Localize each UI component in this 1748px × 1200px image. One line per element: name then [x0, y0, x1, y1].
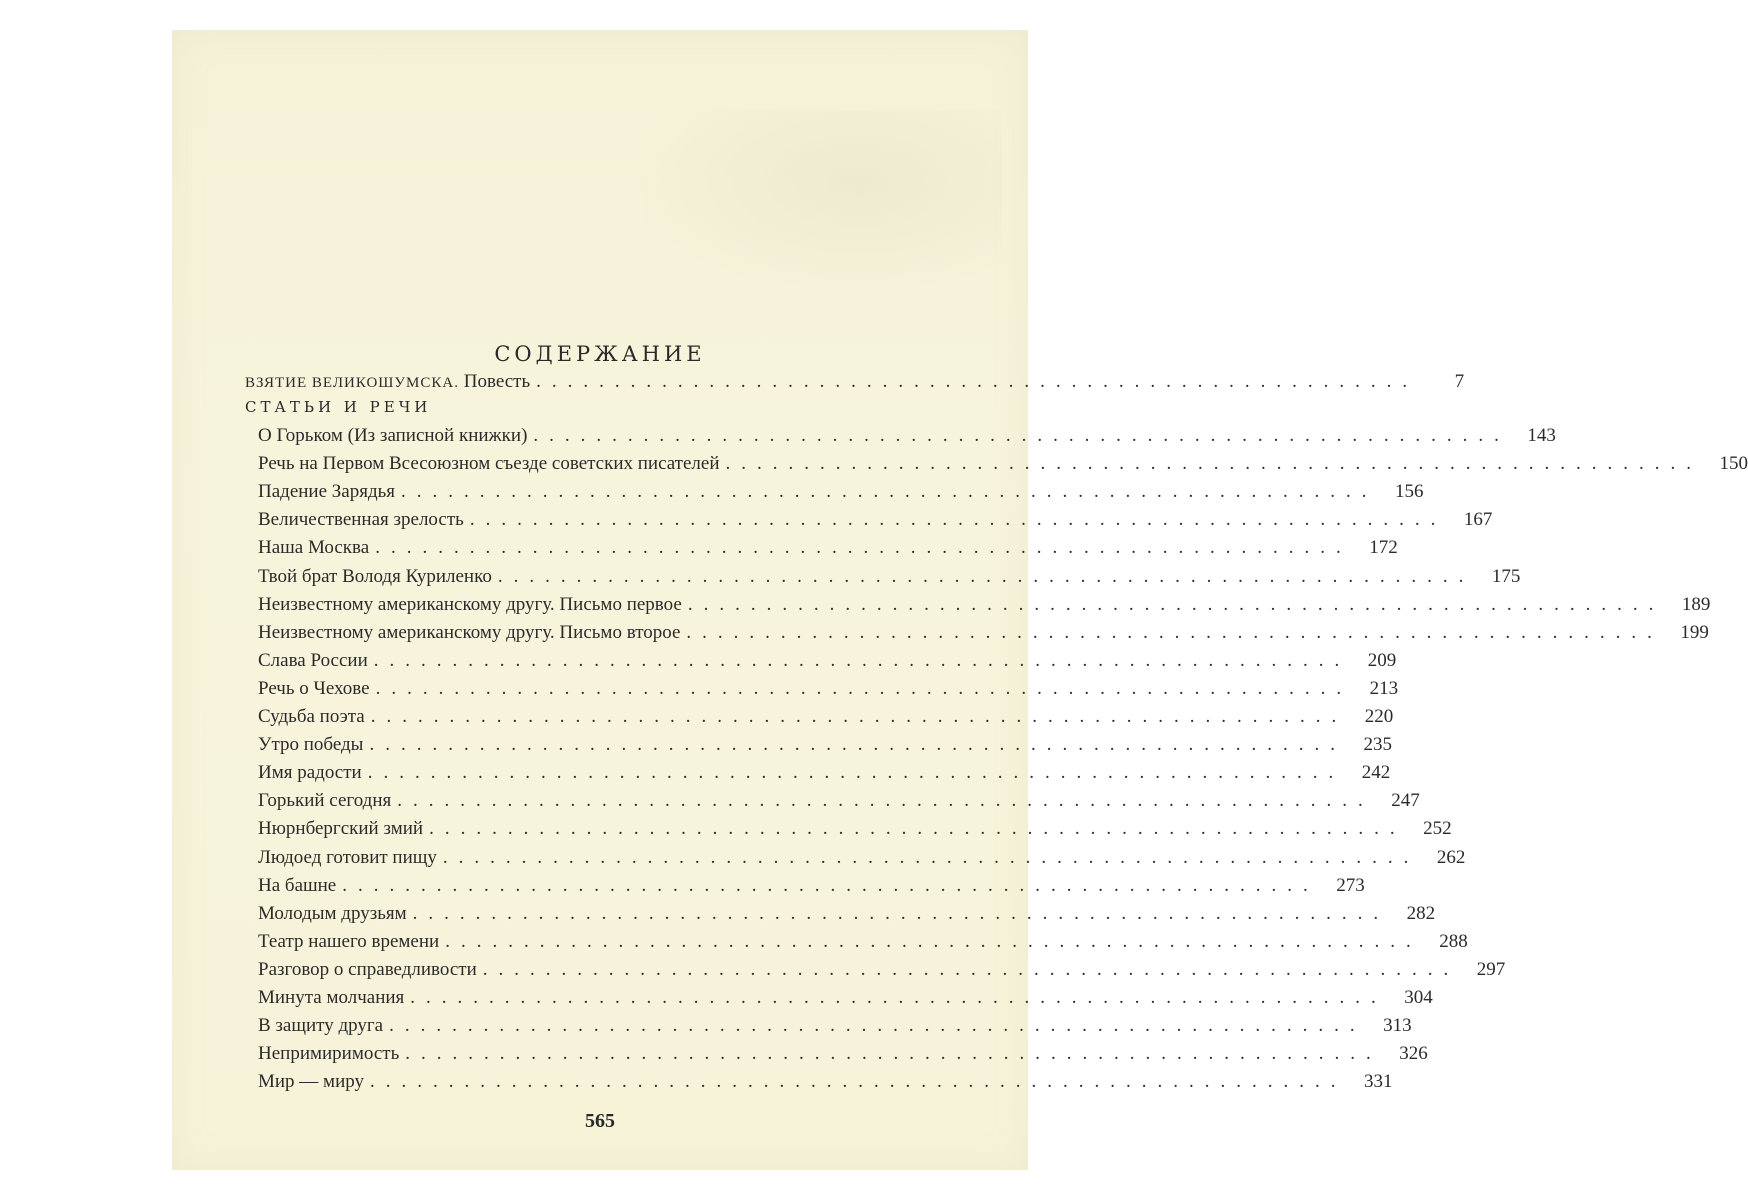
- toc-entry-title: Мир — миру: [258, 1071, 365, 1093]
- show-through-bleed: [642, 110, 1002, 290]
- leader-dots: ..............................................................: [686, 621, 1663, 643]
- leader-dots: ..............................................................: [482, 958, 1460, 980]
- toc-page-number: 288: [1439, 930, 1468, 952]
- leader-dots: ..............................................................: [369, 734, 1346, 756]
- toc-entry-title: В защиту друга: [258, 1015, 384, 1037]
- leader-dots: ..............................................................: [367, 762, 1345, 784]
- toc-entry-title: О Горьком (Из записной книжки): [258, 425, 528, 446]
- toc-entry-title: Нюрнбергский змий: [258, 818, 424, 840]
- leader-dots: ..............................................................: [375, 677, 1353, 699]
- toc-entry-title: На башне: [258, 874, 337, 896]
- leader-dots: ..............................................................: [725, 453, 1703, 475]
- toc-entry: [258, 506, 1493, 534]
- toc-entry: [258, 900, 1436, 928]
- leader-dots: ..............................................................: [442, 846, 1420, 868]
- toc-page-number: 213: [1369, 677, 1399, 699]
- toc-entry: [258, 984, 1433, 1012]
- toc-page-number: 262: [1436, 846, 1466, 868]
- toc-page-number: 209: [1367, 649, 1397, 671]
- toc-entry-title: Судьба поэта: [258, 706, 365, 727]
- leader-dots: ..............................................................: [469, 509, 1447, 531]
- toc-entry: [258, 844, 1466, 872]
- toc-entry-title: Неизвестному американскому другу. Письмо второе: [258, 621, 681, 643]
- toc-entry-title-rest: Повесть: [463, 371, 531, 392]
- toc-entry: [258, 956, 1506, 984]
- toc-entry: [258, 478, 1424, 506]
- toc-page-number: 282: [1406, 902, 1436, 924]
- toc-entry-title-caps: ВЗЯТИЕ ВЕЛИКОШУМСКА.: [245, 375, 459, 391]
- toc-entry: [258, 534, 1398, 562]
- toc-page-number: 150: [1719, 453, 1748, 475]
- leader-dots: ..............................................................: [412, 902, 1390, 924]
- toc-page-number: 143: [1527, 425, 1556, 446]
- leader-dots: ..............................................................: [370, 706, 1348, 727]
- toc-entry-title: Слава России: [258, 649, 368, 671]
- toc-entry-title: Твой брат Володя Куриленко: [258, 565, 492, 587]
- toc-page-number: 156: [1395, 481, 1424, 503]
- leader-dots: ..............................................................: [375, 537, 1352, 559]
- toc-entry-title: Речь о Чехове: [258, 677, 370, 699]
- leader-dots: ..............................................................: [410, 987, 1387, 1008]
- leader-dots: ..............................................................: [533, 425, 1510, 446]
- toc-entry: [258, 1068, 1393, 1096]
- toc-entry: [258, 450, 1748, 478]
- toc-entry: [258, 815, 1452, 843]
- toc-entry: [258, 703, 1394, 731]
- toc-entry-title: Разговор о справедливости: [258, 958, 477, 980]
- section-label: СТАТЬИ И РЕЧИ: [245, 398, 432, 416]
- page-title: СОДЕРЖАНИЕ: [494, 342, 706, 366]
- toc-entry-title: Падение Зарядья: [258, 481, 396, 503]
- toc-page-number: 220: [1364, 706, 1394, 727]
- toc-page-number: 331: [1364, 1071, 1393, 1093]
- toc-entry-title: Утро победы: [258, 734, 364, 756]
- toc-entry: [258, 1040, 1428, 1068]
- page-number: 565: [585, 1110, 615, 1132]
- leader-dots: ..............................................................: [373, 649, 1351, 671]
- toc-entry-title: Непримиримость: [258, 1043, 400, 1065]
- toc-entry: [258, 619, 1709, 647]
- leader-dots: ..............................................................: [405, 1043, 1382, 1065]
- leader-dots: ........................................................: [536, 371, 1419, 392]
- toc-entry: [258, 422, 1556, 450]
- toc-entry-first: [245, 368, 1465, 396]
- toc-entry: [258, 1012, 1412, 1040]
- toc-page-number: 242: [1361, 762, 1391, 784]
- toc-page-number: 252: [1423, 818, 1452, 840]
- leader-dots: ..............................................................: [429, 818, 1406, 840]
- toc-page-number: 7: [1454, 371, 1465, 392]
- toc-page-number: 304: [1404, 987, 1433, 1008]
- toc-page-number: 297: [1476, 958, 1506, 980]
- toc-entry: [258, 759, 1391, 787]
- toc-entry: [258, 872, 1365, 900]
- toc-entry-title: Величественная зрелость: [258, 509, 464, 531]
- toc-entry-title: Минута молчания: [258, 987, 405, 1008]
- toc-entry: [258, 731, 1392, 759]
- toc-page-number: 167: [1463, 509, 1493, 531]
- toc-page-number: 273: [1336, 874, 1365, 896]
- leader-dots: ..............................................................: [401, 481, 1378, 503]
- toc-entry: [258, 787, 1420, 815]
- toc-entry-title: Неизвестному американскому другу. Письмо первое: [258, 593, 682, 615]
- leader-dots: ..............................................................: [397, 790, 1374, 812]
- toc-entry: [258, 675, 1399, 703]
- toc-page-number: 189: [1681, 593, 1711, 615]
- toc-entry: [258, 591, 1711, 619]
- toc-page-number: 235: [1363, 734, 1392, 756]
- leader-dots: ..............................................................: [342, 874, 1319, 896]
- leader-dots: ..............................................................: [445, 930, 1422, 952]
- toc-entry-title: Театр нашего времени: [258, 930, 440, 952]
- toc-entry-title: Горький сегодня: [258, 790, 392, 812]
- toc-page-number: 326: [1399, 1043, 1428, 1065]
- toc-entry-title: [245, 368, 530, 397]
- leader-dots: ..............................................................: [497, 565, 1475, 587]
- toc-entry: [258, 563, 1521, 591]
- toc-entry: [258, 928, 1468, 956]
- toc-entry: [258, 647, 1397, 675]
- toc-page-number: 247: [1391, 790, 1420, 812]
- toc-page-number: 175: [1491, 565, 1521, 587]
- toc-entry-title: Речь на Первом Всесоюзном съезде советских писателей: [258, 453, 720, 475]
- toc-entry-title: Людоед готовит пищу: [258, 846, 437, 868]
- toc-entry-title: Имя радости: [258, 762, 362, 784]
- toc-entry-title: Наша Москва: [258, 537, 370, 559]
- toc-page-number: 199: [1680, 621, 1709, 643]
- toc-page-number: 313: [1383, 1015, 1412, 1037]
- leader-dots: ..............................................................: [687, 593, 1665, 615]
- leader-dots: ..............................................................: [370, 1071, 1347, 1093]
- toc-page-number: 172: [1369, 537, 1398, 559]
- toc-entry-title: Молодым друзьям: [258, 902, 407, 924]
- leader-dots: ..............................................................: [389, 1015, 1366, 1037]
